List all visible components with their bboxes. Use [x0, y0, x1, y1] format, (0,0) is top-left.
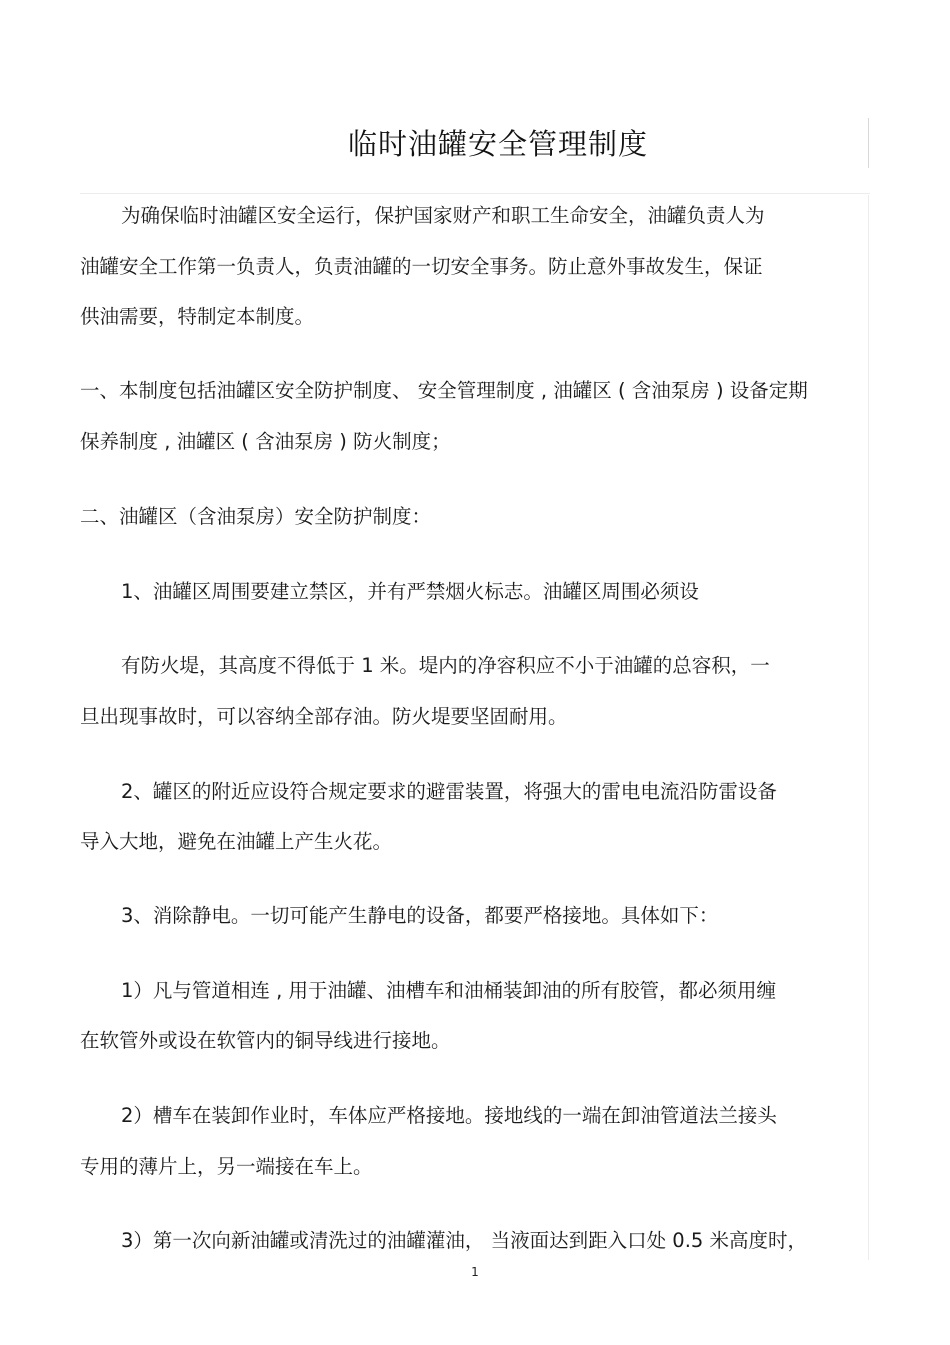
right-margin-rule-top — [868, 118, 869, 168]
body-line: 有防火堤，其高度不得低于 1 米。堤内的净容积应不小于油罐的总容积，一 — [121, 654, 770, 677]
body-line: 在软管外或设在软管内的铜导线进行接地。 — [80, 1029, 451, 1052]
body-line: 一、本制度包括油罐区安全防护制度、 安全管理制度 , 油罐区 ( 含油泵房 ) 设备定期 — [80, 379, 808, 402]
body-line: 3、消除静电。一切可能产生静电的设备，都要严格接地。具体如下： — [121, 904, 719, 927]
body-line: 供油需要，特制定本制度。 — [80, 305, 315, 328]
header-divider — [80, 193, 870, 194]
body-line: 3）第一次向新油罐或清洗过的油罐灌油， 当液面达到距入口处 0.5 米高度时， — [121, 1229, 808, 1252]
body-line: 导入大地，避免在油罐上产生火花。 — [80, 830, 393, 853]
body-line: 保养制度 , 油罐区 ( 含油泵房 ) 防火制度； — [80, 430, 451, 453]
page-number: 1 — [471, 1265, 479, 1279]
body-line: 油罐安全工作第一负责人，负责油罐的一切安全事务。防止意外事故发生，保证 — [80, 255, 763, 278]
right-margin-rule — [868, 195, 869, 1260]
document-title: 临时油罐安全管理制度 — [347, 127, 648, 161]
body-line: 2）槽车在装卸作业时，车体应严格接地。接地线的一端在卸油管道法兰接头 — [121, 1104, 777, 1127]
section-heading: 二、油罐区（含油泵房）安全防护制度： — [80, 505, 432, 528]
body-line: 2、罐区的附近应设符合规定要求的避雷装置，将强大的雷电电流沿防雷设备 — [121, 780, 777, 803]
body-line: 1、油罐区周围要建立禁区，并有严禁烟火标志。油罐区周围必须设 — [121, 580, 699, 603]
body-line: 专用的薄片上，另一端接在车上。 — [80, 1155, 373, 1178]
body-line: 1）凡与管道相连 , 用于油罐、油槽车和油桶装卸油的所有胶管，都必须用缠 — [121, 979, 777, 1002]
body-line: 旦出现事故时，可以容纳全部存油。防火堤要坚固耐用。 — [80, 705, 568, 728]
body-line: 为确保临时油罐区安全运行，保护国家财产和职工生命安全，油罐负责人为 — [121, 204, 765, 227]
